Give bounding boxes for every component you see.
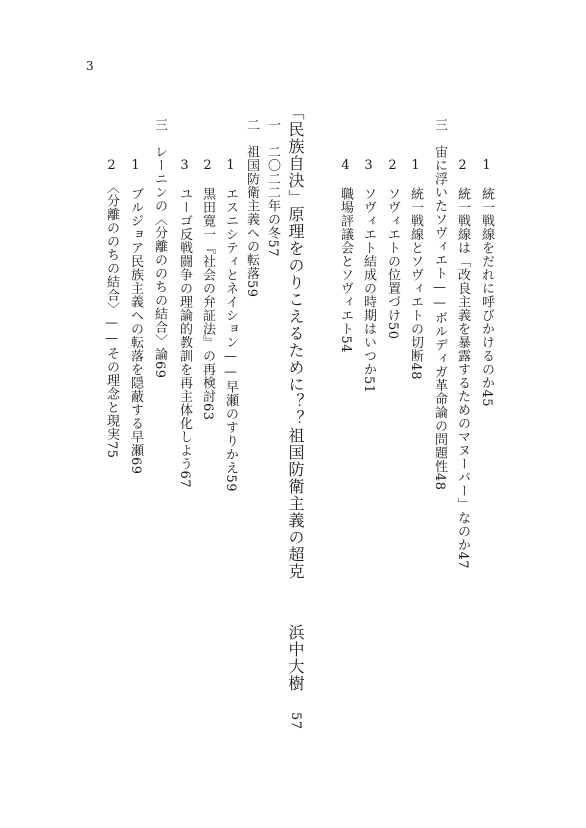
toc-page-number: 45 xyxy=(479,389,494,408)
toc-entry-5 xyxy=(384,158,400,340)
toc-page-number: 47 xyxy=(455,551,470,570)
toc-page-number: 69 xyxy=(152,361,167,379)
toc-entry-text: 2 黒田寛一『社会の弁証法』の再検討 xyxy=(200,158,215,403)
chapter-title xyxy=(285,104,305,580)
author-page-number xyxy=(287,712,303,730)
toc-entry-15 xyxy=(127,158,143,475)
toc-entry-text: 三 レーニンの〈分離ののちの結合〉論 xyxy=(152,118,167,361)
toc-entry-text: 1 統一戦線とソヴィエトの切断 xyxy=(408,158,423,363)
toc-entry-6 xyxy=(360,158,376,394)
page-number: 3 xyxy=(86,59,94,73)
toc-entry-text: 1 エスニシティとネイション——早瀬のすりかえ xyxy=(223,158,238,475)
toc-entry-16 xyxy=(103,158,119,459)
toc-page-number: 63 xyxy=(200,403,215,421)
toc-entry-text: 2 ソヴィエトの位置づけ xyxy=(385,158,400,322)
toc-entry-13 xyxy=(176,158,192,488)
toc-page-number: 75 xyxy=(104,441,119,459)
toc-entry-text: 2 統一戦線は「改良主義を暴露するためのマヌーバー」なのか xyxy=(455,158,470,552)
toc-entry-7 xyxy=(337,158,353,353)
author-name-text: 浜中大樹 xyxy=(286,624,305,692)
toc-entry-11 xyxy=(222,158,238,492)
toc-page-number: 51 xyxy=(361,376,376,394)
toc-section-heading xyxy=(243,118,259,298)
toc-section-heading xyxy=(151,118,167,379)
toc-page-number: 69 xyxy=(128,457,143,475)
toc-section-heading xyxy=(431,118,447,491)
toc-entry-text: 二 祖国防衛主義への転落 xyxy=(244,118,259,280)
toc-page-number: 67 xyxy=(177,470,192,489)
toc-entry-text: 4 職場評議会とソヴィエト xyxy=(338,158,353,336)
toc-page-number: 48 xyxy=(408,362,423,381)
toc-page-number: 54 xyxy=(338,335,353,354)
toc-page-number: 57 xyxy=(288,712,303,730)
toc-page-number: 59 xyxy=(223,474,238,493)
toc-entry-text: 一 二〇二二年の冬 xyxy=(265,118,280,240)
toc-entry-text: 3 ソヴィエト結成の時期はいつか xyxy=(361,158,376,376)
toc-entry-2 xyxy=(454,158,470,569)
toc-entry-text: 3 ユーゴ反戦闘争の理論的教訓を再主体化しよう xyxy=(177,158,192,471)
toc-entry-4 xyxy=(407,158,423,380)
toc-entry-text: 三 宙に浮いたソヴィエト——ボルディガ革命論の問題性 xyxy=(432,118,447,473)
chapter-title-text: 「民族自決」原理をのりこえるために？？祖国防衛主義の超克 xyxy=(286,104,305,580)
toc-page-number: 57 xyxy=(265,239,280,258)
author-name xyxy=(285,624,305,692)
toc-entry-12 xyxy=(199,158,215,421)
toc-entry-text: 1 ブルジョア民族主義への転落を隠蔽する早瀬 xyxy=(128,158,143,457)
toc-page-number: 48 xyxy=(432,473,447,491)
toc-entry-text: 1 統一戦線をだれに呼びかけるのか xyxy=(479,158,494,390)
toc-entry-text: 2 〈分離ののちの結合〉——その理念と現実 xyxy=(104,158,119,441)
toc-section-heading xyxy=(264,118,280,257)
toc-page-number: 59 xyxy=(244,280,259,298)
toc-page-number: 50 xyxy=(385,322,400,340)
toc-entry-1 xyxy=(478,158,494,407)
